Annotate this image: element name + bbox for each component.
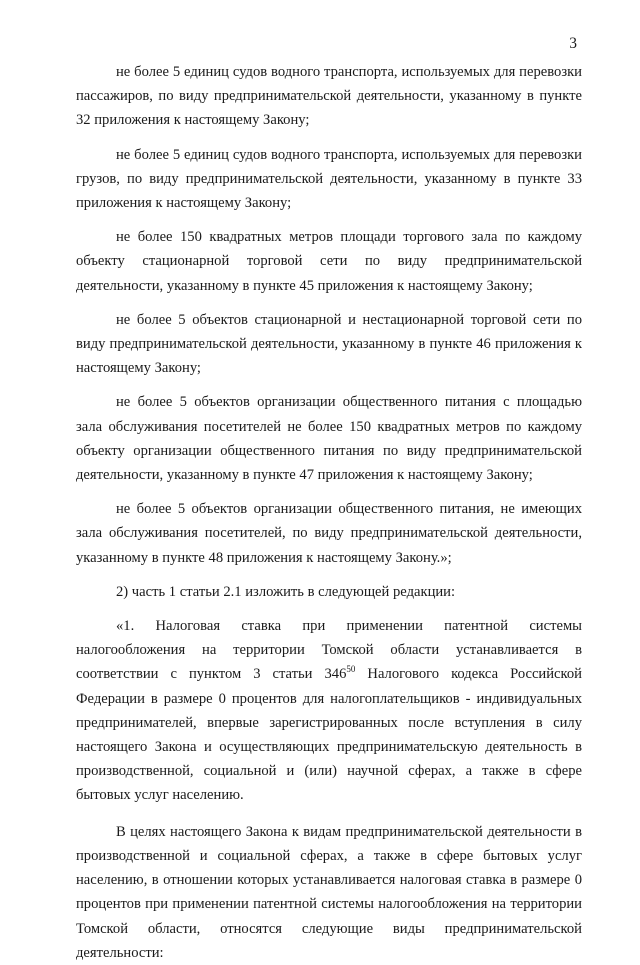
paragraph-trade-objects: не более 5 объектов стационарной и нестационарной торговой сети по виду предпринимательской деятельности, указанному в пункте 46 приложения к настоящему Закону;	[76, 311, 582, 377]
paragraph-tax-rate	[76, 614, 582, 808]
paragraph-catering-without-hall: не более 5 объектов организации общественного питания, не имеющих зала обслуживания посетителей, по виду предпринимательской деятельности, указанному в пункте 48 приложения к настоящему Закону.»;	[76, 501, 582, 566]
paragraph-catering-with-hall: не более 5 объектов организации общественного питания с площадью зала обслуживания посетителей не более 150 квадратных метров по каждому объекту организации общественного питания по виду предпринимательской деятельности, указанному в пункте 47 приложения к настоящему Закону;	[76, 394, 582, 484]
paragraph-stationary-trade-area: не более 150 квадратных метров площади торгового зала по каждому объекту стационарной торговой сети по виду предпринимательской деятельности, указанному в пункте 45 приложения к настоящему Закону;	[76, 229, 582, 294]
article-superscript: 50	[346, 664, 356, 675]
paragraph-cargo-vessels: не более 5 единиц судов водного транспорта, используемых для перевозки грузов, по виду предпринимательской деятельности, указанному в пункте 33 приложения к настоящему Закону;	[76, 146, 582, 212]
document-body	[76, 60, 582, 965]
paragraph-activity-types: В целях настоящего Закона к видам предпринимательской деятельности в производственной и социальной сферах, а также в сфере бытовых услуг населению, в отношении которых устанавливается налоговая ставка в размере 0 процентов при применении патентной системы налогообложения на территории Томской области, относятся следующие виды предпринимательской деятельности:	[76, 823, 582, 961]
tax-rate-text-end: Налогового кодекса Российской Федерации в размере 0 процентов для налогоплательщиков - индивидуальных предпринимателей, впервые зарегистрированных после вступления в силу настоящего Закона и осуществляющих предпринимательскую деятельность в производственной, социальной и (или) научной сферах, а также в сфере бытовых услуг населению.	[76, 666, 582, 804]
page-number: 3	[569, 35, 577, 52]
tax-rate-text-start: «1. Налоговая ставка при применении патентной системы налогообложения на территории Томской области устанавливается в соответствии с пунктом 3 статьи 346	[76, 618, 582, 683]
paragraph-article-amendment: 2) часть 1 статьи 2.1 изложить в следующей редакции:	[116, 583, 456, 600]
paragraph-passenger-vessels: не более 5 единиц судов водного транспорта, используемых для перевозки пассажиров, по виду предпринимательской деятельности, указанному в пункте 32 приложения к настоящему Закону;	[76, 64, 582, 129]
